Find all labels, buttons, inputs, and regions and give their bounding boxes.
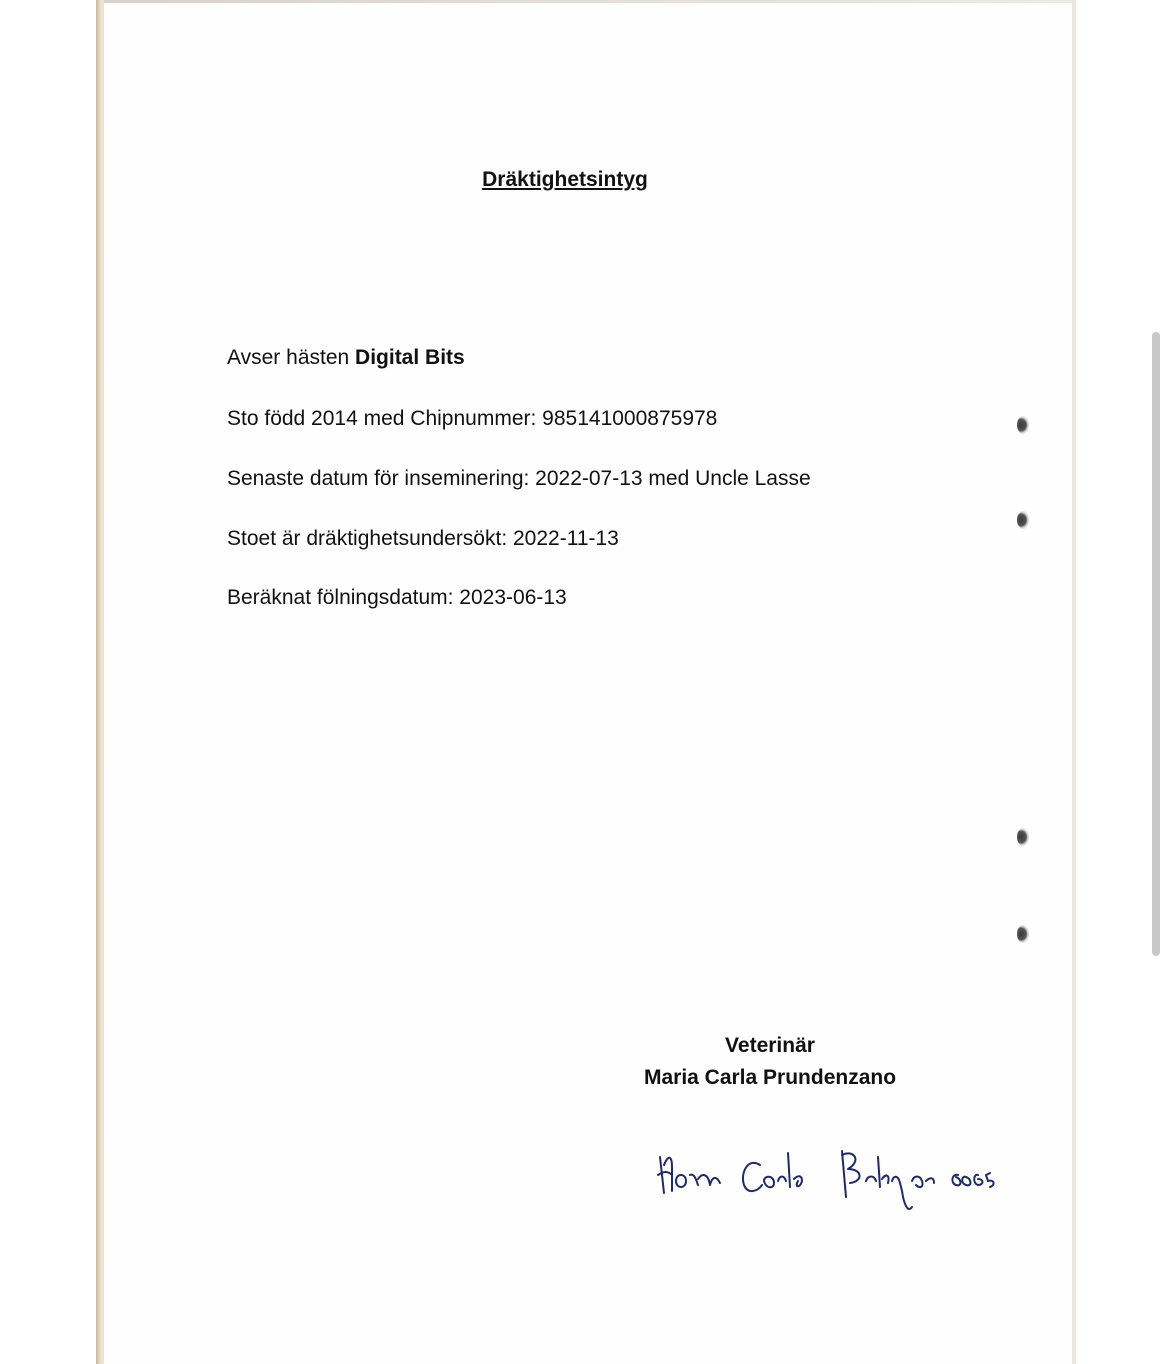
horse-line bbox=[227, 346, 465, 370]
scrollbar[interactable] bbox=[1152, 332, 1160, 956]
born-chip-line: Sto född 2014 med Chipnummer: 985141000875978 bbox=[227, 407, 718, 430]
punch-hole bbox=[1017, 925, 1029, 943]
foaling-line: Beräknat fölningsdatum: 2023-06-13 bbox=[227, 586, 567, 609]
signature-name: Maria Carla Prundenzano bbox=[643, 1066, 897, 1089]
punch-hole bbox=[1017, 416, 1029, 434]
examination-line: Stoet är dräktighetsundersökt: 2022-11-13 bbox=[227, 527, 619, 550]
horse-prefix: Avser hästen bbox=[227, 346, 350, 369]
signature-role: Veterinär bbox=[725, 1034, 815, 1057]
horse-name: Digital Bits bbox=[355, 346, 465, 369]
paper-right-edge bbox=[1072, 0, 1076, 1364]
punch-hole bbox=[1017, 511, 1029, 529]
handwritten-signature bbox=[650, 1135, 1020, 1225]
paper-top-edge bbox=[104, 0, 1074, 3]
punch-hole bbox=[1017, 828, 1029, 846]
document-title: Dräktighetsintyg bbox=[482, 168, 648, 191]
signature-block bbox=[600, 1030, 940, 1094]
insemination-line: Senaste datum för inseminering: 2022-07-13 med Uncle Lasse bbox=[227, 467, 811, 490]
